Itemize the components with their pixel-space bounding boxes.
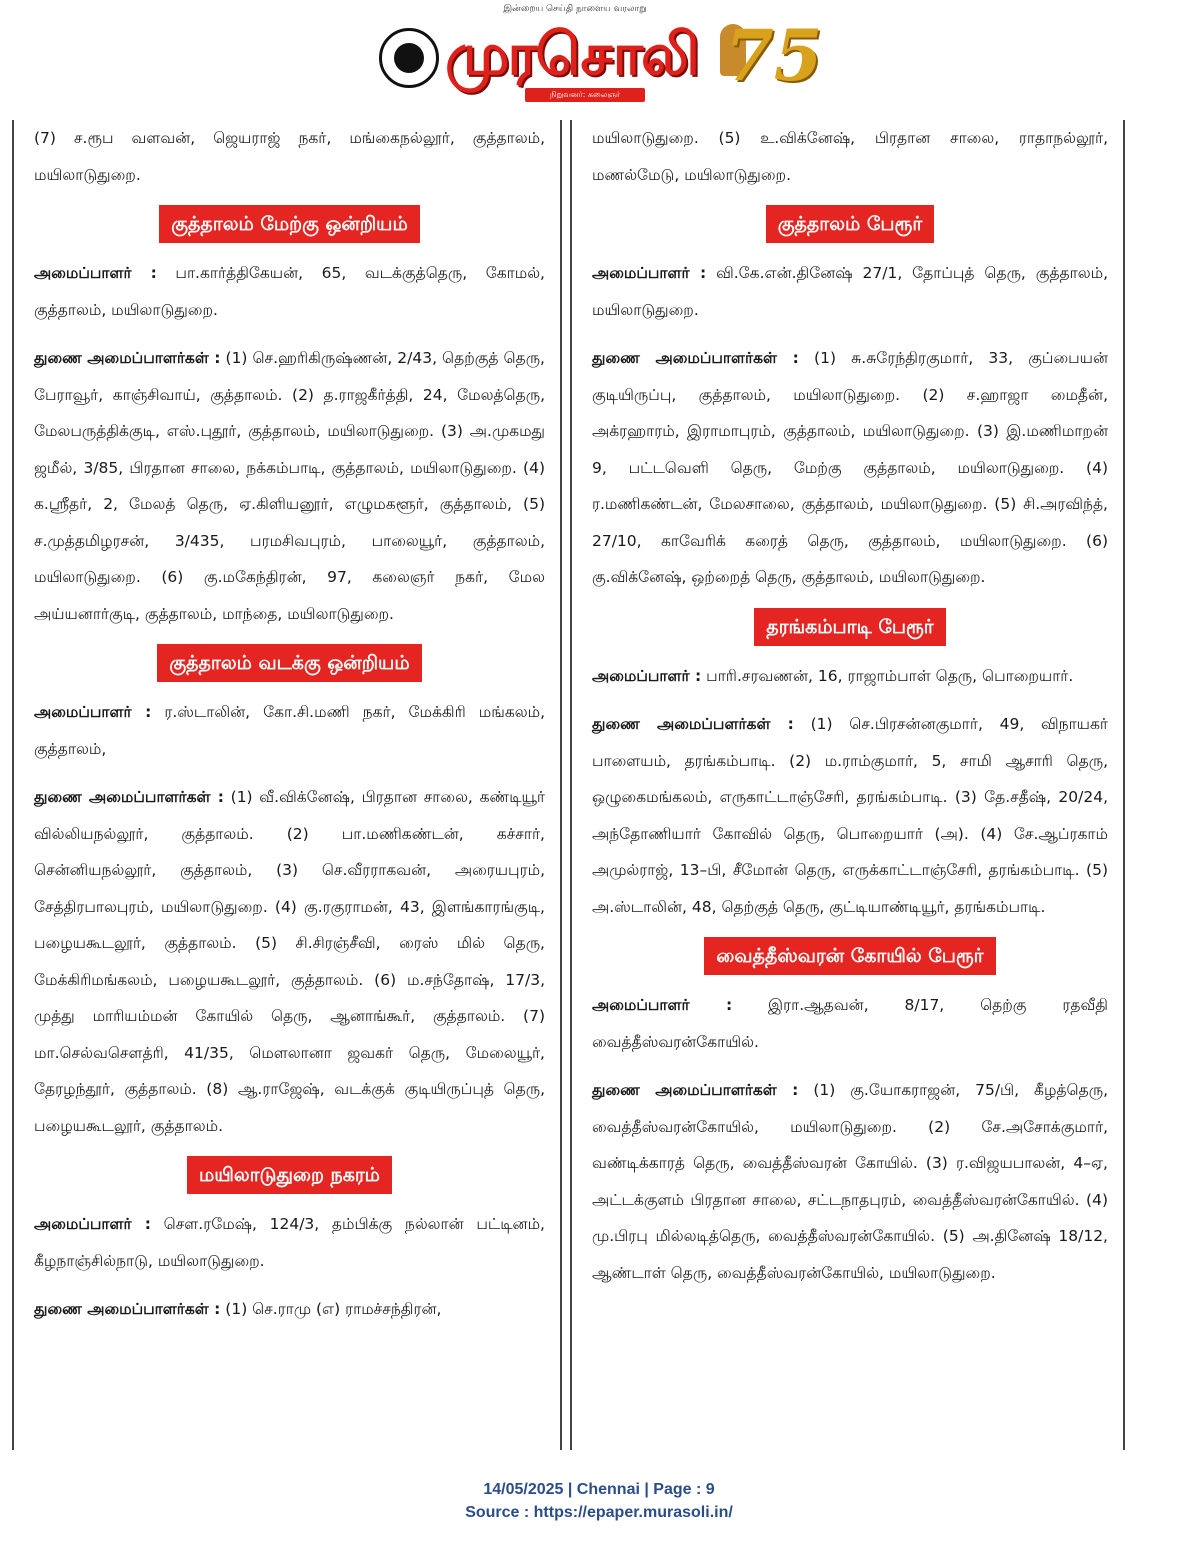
organizer-label: அமைப்பாளர் : xyxy=(34,264,157,282)
organizer-label: அமைப்பாளர் : xyxy=(34,1215,151,1233)
deputies-label: துணை அமைப்பாளர்கள் : xyxy=(34,788,224,806)
organizer-label: அமைப்பாளர் : xyxy=(34,703,152,721)
organizer-paragraph xyxy=(34,255,545,328)
organizer-paragraph xyxy=(592,255,1108,328)
section-heading: தரங்கம்பாடி பேரூர் xyxy=(754,608,945,646)
section-heading: குத்தாலம் வடக்கு ஒன்றியம் xyxy=(157,644,421,682)
organizer-label: அமைப்பாளர் : xyxy=(592,666,702,685)
section-heading: வைத்தீஸ்வரன் கோயில் பேரூர் xyxy=(704,937,995,975)
deputies-label: துணை அமைப்பாளர்கள் : xyxy=(34,1300,221,1318)
deputies-paragraph xyxy=(592,1072,1108,1291)
deputies-text: (1) செ.ராமு (எ) ராமச்சந்திரன், xyxy=(225,1300,442,1318)
organizer-text: பாரி.சரவணன், 16, ராஜாம்பாள் தெரு, பொறையார். xyxy=(706,666,1074,685)
deputies-paragraph xyxy=(34,340,545,632)
masthead xyxy=(375,4,825,113)
organizer-text: வி.கே.என்.தினேஷ் 27/1, தோப்புத் தெரு, குத்தாலம், மயிலாடுதுறை. xyxy=(592,264,1108,319)
right-column xyxy=(570,120,1125,1450)
deputies-label: துணை அமைப்பாளர்கள் : xyxy=(34,349,221,367)
deputies-label: துணை அமைப்பாளர்கள் : xyxy=(592,349,799,367)
organizer-paragraph xyxy=(592,987,1108,1060)
organizer-paragraph xyxy=(592,658,1108,695)
deputies-text: (1) சு.சுரேந்திரகுமார், 33, குப்பையன் குடியிருப்பு, குத்தாலம், மயிலாடுதுறை. (2) ச.ஹாஜா மைதீன், அக்ரஹாரம், இராமாபுரம், குத்தாலம், மயிலாடுதுறை. (3) இ.மணிமாறன் 9, பட்டவெளி தெரு, மேற்கு குத்தாலம், மயிலாடுதுறை. (4) ர.மணிகண்டன், மேலசாலை, குத்தாலம், மயிலாடுதுறை. (5) சி.அரவிந்த், 27/10, காவேரிக் கரைத் தெரு, குத்தாலம், மயிலாடுதுறை. (6) கு.விக்னேஷ், ஒற்றைத் தெரு, குத்தாலம், மயிலாடுதுறை. xyxy=(592,349,1108,586)
masthead-brand: முரசொலி xyxy=(445,20,698,88)
deputies-text: (1) செ.ஹரிகிருஷ்ணன், 2/43, தெற்குத் தெரு, பேராவூர், காஞ்சிவாய், குத்தாலம். (2) த.ராஜகீர்த்தி, 24, மேலத்தெரு, மேலபருத்திக்குடி, எஸ்.புதூர், குத்தாலம், மயிலாடுதுறை. (3) அ.முகமது ஜமீல், 3/85, பிரதான சாலை, நக்கம்பாடி, குத்தாலம், மயிலாடுதுறை. (4) க.ஸ்ரீதர், 2, மேலத் தெரு, ஏ.கிளியனூர், எழுமகளூர், குத்தாலம், (5) ச.முத்தமிழரசன், 3/435, பரமசிவபுரம், பாலையூர், குத்தாலம், மயிலாடுதுறை. (6) கு.மகேந்திரன், 97, கலைஞர் நகர், மேல அய்யனார்குடி, குத்தாலம், மாந்தை, மயிலாடுதுறை. xyxy=(34,349,545,623)
section-heading: மயிலாடுதுறை நகரம் xyxy=(187,1156,392,1194)
anniversary-logo: 75 xyxy=(725,14,823,97)
deputies-label: துணை அமைப்பாளர்கள் : xyxy=(592,1081,799,1099)
organizer-paragraph xyxy=(34,694,545,767)
deputies-paragraph xyxy=(34,779,545,1144)
deputies-text: (1) வீ.விக்னேஷ், பிரதான சாலை, கண்டியூர் வில்லியநல்லூர், குத்தாலம். (2) பா.மணிகண்டன், கச்சார், சென்னியநல்லூர், குத்தாலம், (3) செ.வீரராகவன், அரையபுரம், சேத்திரபாலபுரம், மயிலாடுதுறை. (4) கு.ரகுராமன், 43, இளங்காரங்குடி, பழையகூடலூர், குத்தாலம். (5) சி.சிரஞ்சீவி, ரைஸ் மில் தெரு, மேக்கிரிமங்கலம், பழையகூடலூர், குத்தாலம். (6) ம.சந்தோஷ், 17/3, முத்து மாரியம்மன் கோயில் தெரு, ஆனாங்கூர், குத்தாலம். (7) மா.செல்வசௌத்ரி, 41/35, மௌலானா ஜவகர் தெரு, மேலையூர், தேரழந்தூர், குத்தாலம். (8) ஆ.ராஜேஷ், வடக்குக் குடியிருப்புத் தெரு, பழையகூடலூர், குத்தாலம். xyxy=(34,788,546,1135)
page-footer xyxy=(0,1478,1198,1524)
masthead-tagline: இன்றைய செய்தி நாளைய வரலாறு xyxy=(503,4,647,14)
organizer-text: இரா.ஆதவன், 8/17, தெற்கு ரதவீதி வைத்தீஸ்வரன்கோயில். xyxy=(592,996,1108,1051)
left-intro: (7) ச.ரூப வளவன், ஜெயராஜ் நகர், மங்கைநல்லூர், குத்தாலம், மயிலாடுதுறை. xyxy=(34,129,545,184)
organizer-paragraph xyxy=(34,1206,545,1279)
organizer-label: அமைப்பாளர் : xyxy=(592,996,733,1014)
organizer-text: சௌ.ரமேஷ், 124/3, தம்பிக்கு நல்லான் பட்டினம், கீழநாஞ்சில்நாடு, மயிலாடுதுறை. xyxy=(34,1215,545,1270)
organizer-label: அமைப்பாளர் : xyxy=(592,264,707,282)
deputies-paragraph xyxy=(592,706,1108,925)
deputies-label: துணை அமைப்பளர்கள் : xyxy=(592,715,794,733)
organizer-text: பா.கார்த்திகேயன், 65, வடக்குத்தெரு, கோமல், குத்தாலம், மயிலாடுதுறை. xyxy=(34,264,545,319)
deputies-paragraph xyxy=(34,1291,545,1328)
right-intro: மயிலாடுதுறை. (5) உ.விக்னேஷ், பிரதான சாலை, ராதாநல்லூர், மணல்மேடு, மயிலாடுதுறை. xyxy=(592,129,1108,184)
organizer-text: ர.ஸ்டாலின், கோ.சி.மணி நகர், மேக்கிரி மங்கலம், குத்தாலம், xyxy=(34,703,545,758)
masthead-subtitle: நிறுவனர்: கலைஞர் மு.கருணாநிதி xyxy=(525,88,645,102)
footer-source-link[interactable]: Source : https://epaper.murasoli.in/ xyxy=(465,1504,733,1521)
section-heading: குத்தாலம் மேற்கு ஒன்றியம் xyxy=(159,205,420,243)
section-heading: குத்தாலம் பேரூர் xyxy=(766,205,935,243)
deputies-text: (1) கு.யோகராஜன், 75/பி, கீழத்தெரு, வைத்தீஸ்வரன்கோயில், மயிலாடுதுறை. (2) சே.அசோக்குமார், வண்டிக்காரத் தெரு, வைத்தீஸ்வரன் கோயில். (3) ர.விஜயபாலன், 4–ஏ, அட்டக்குளம் பிரதான சாலை, சட்டநாதபுரம், வைத்தீஸ்வரன்கோயில். (4) மு.பிரபு மில்லடித்தெரு, வைத்தீஸ்வரன்கோயில். (5) அ.தினேஷ் 18/12, ஆண்டாள் தெரு, வைத்தீஸ்வரன்கோயில், மயிலாடுதுறை. xyxy=(592,1081,1108,1282)
party-emblem-icon xyxy=(379,28,439,88)
deputies-text: (1) செ.பிரசன்னகுமார், 49, விநாயகர் பாளையம், தரங்கம்பாடி. (2) ம.ராம்குமார், 5, சாமி ஆசாரி தெரு, ஒழுகைமங்கலம், எருகாட்டாஞ்சேரி, தரங்கம்பாடி. (3) தே.சதீஷ், 20/24, அந்தோணியார் கோவில் தெரு, பொறையார் (அ). (4) சே.ஆப்ரகாம் அமுல்ராஜ், 13–பி, சீமோன் தெரு, எருக்காட்டாஞ்சேரி, தரங்கம்பாடி. (5) அ.ஸ்டாலின், 48, தெற்குத் தெரு, குட்டியாண்டியூர், தரங்கம்பாடி. xyxy=(592,715,1108,916)
deputies-paragraph xyxy=(592,340,1108,596)
left-column xyxy=(12,120,562,1450)
footer-date-line: 14/05/2025 | Chennai | Page : 9 xyxy=(483,1481,715,1498)
